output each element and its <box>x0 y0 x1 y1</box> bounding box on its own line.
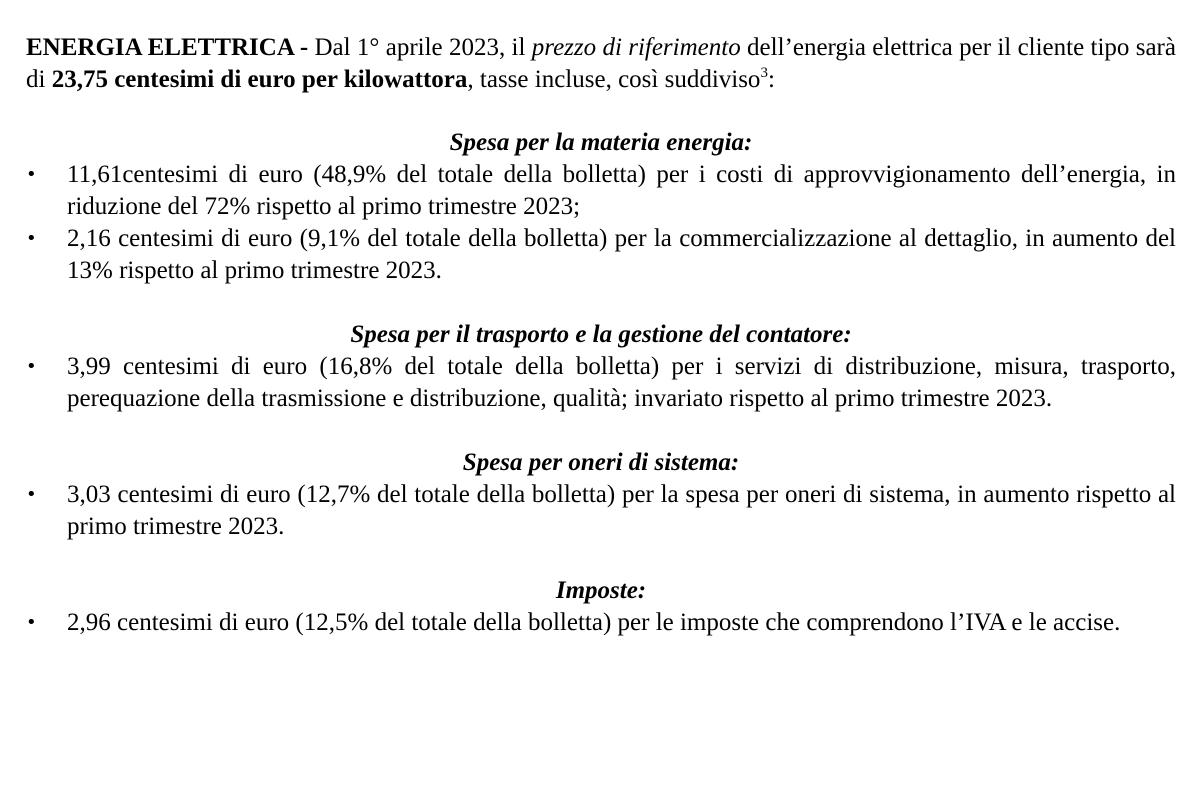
bullet-icon: • <box>26 164 37 185</box>
section-trasporto-contatore <box>26 319 1176 415</box>
section-materia-energia <box>26 127 1176 287</box>
list-item-text: 2,16 centesimi di euro (9,1% del totale della bolletta) per la commercializzazione al dettaglio, in aumento del 13% rispetto al primo trimestre 2023. <box>67 225 1176 284</box>
section-heading: Spesa per il trasporto e la gestione del contatore: <box>350 321 852 348</box>
intro-lead-title: ENERGIA ELETTRICA - <box>26 34 309 61</box>
list-item-text: 3,99 centesimi di euro (16,8% del totale della bolletta) per i servizi di distribuzione, misura, trasporto, perequazione della trasmissione e distribuzione, qualità; invariato rispetto al primo trimestre 2023. <box>67 353 1176 412</box>
intro-text-2: dell’energia elettrica per il cliente tipo sarà di <box>26 34 1176 93</box>
section-heading: Imposte: <box>555 577 647 604</box>
bullet-list <box>26 479 1176 543</box>
footnote-ref: 3 <box>760 65 768 81</box>
list-item <box>26 479 1176 543</box>
intro-text-4: : <box>767 66 775 93</box>
list-item-text: 2,96 centesimi di euro (12,5% del totale della bolletta) per le imposte che comprendono l’IVA e le accise. <box>67 609 1121 636</box>
list-item <box>26 351 1176 415</box>
list-item <box>26 159 1176 223</box>
list-item-text: 11,61centesimi di euro (48,9% del totale della bolletta) per i costi di approvvigionamento dell’energia, in riduzione del 72% rispetto al primo trimestre 2023; <box>67 161 1176 220</box>
intro-italic-term: prezzo di riferimento <box>531 34 741 61</box>
section-imposte <box>26 575 1176 639</box>
section-heading: Spesa per oneri di sistema: <box>462 449 740 476</box>
section-oneri-sistema <box>26 447 1176 543</box>
bullet-icon: • <box>26 612 37 633</box>
intro-text-1: Dal 1° aprile 2023, il <box>308 34 532 61</box>
bullet-list <box>26 607 1176 639</box>
bullet-list <box>26 159 1176 287</box>
bullet-icon: • <box>26 484 37 505</box>
intro-paragraph <box>26 32 1176 96</box>
section-heading: Spesa per la materia energia: <box>449 129 753 156</box>
list-item <box>26 607 1176 639</box>
list-item <box>26 223 1176 287</box>
intro-price: 23,75 centesimi di euro per kilowattora <box>51 66 468 93</box>
intro-text-3: , tasse incluse, così suddiviso <box>467 66 761 93</box>
bullet-icon: • <box>26 228 37 249</box>
bullet-list <box>26 351 1176 415</box>
bullet-icon: • <box>26 356 37 377</box>
list-item-text: 3,03 centesimi di euro (12,7% del totale della bolletta) per la spesa per oneri di sistema, in aumento rispetto al primo trimestre 2023. <box>67 481 1176 540</box>
